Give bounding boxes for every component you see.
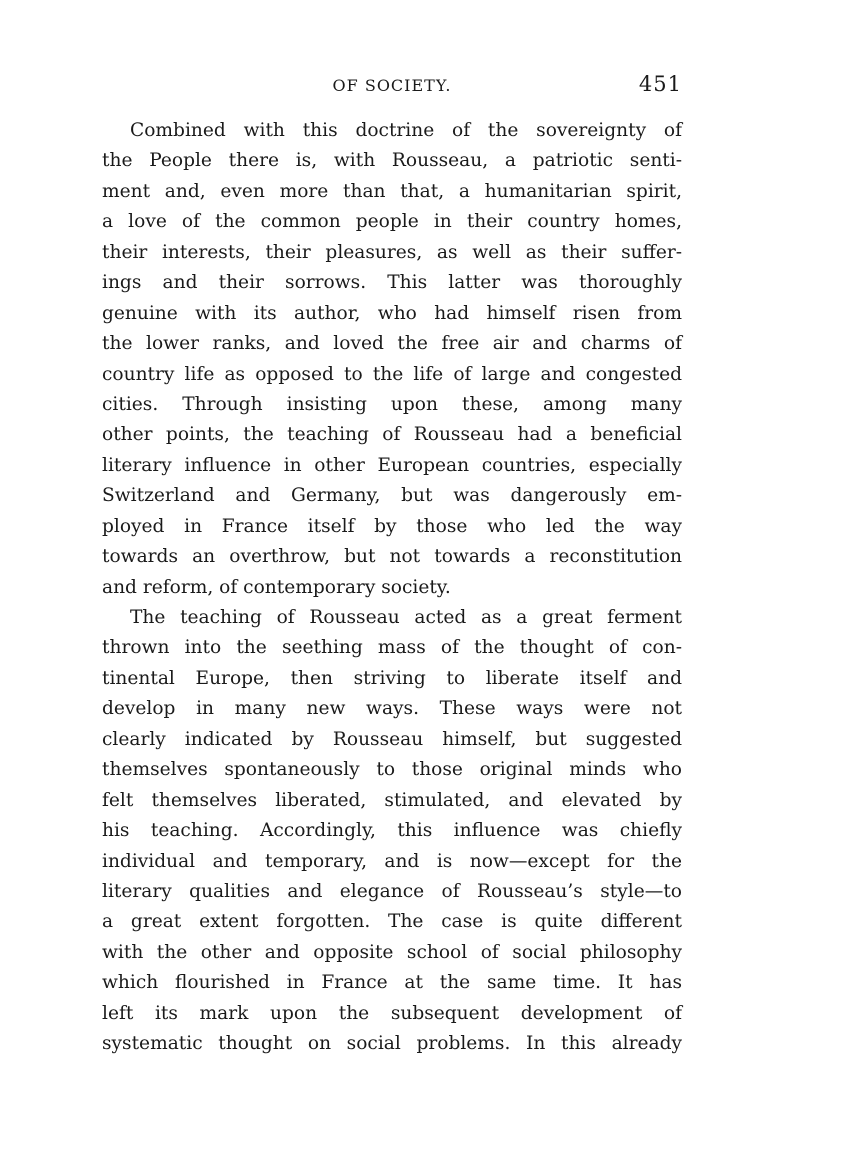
paragraph-first-line: Combined with this doctrine of the sovereignty of — [130, 120, 682, 141]
text-line: other points, the teaching of Rousseau had a beneficial — [102, 424, 682, 446]
text-line: thrown into the seething mass of the thought of con- — [102, 637, 682, 659]
text-line: left its mark upon the subsequent development of — [102, 1002, 682, 1024]
text-line: tinental Europe, then striving to liberate itself and — [102, 667, 682, 689]
page-number: 451 — [638, 72, 682, 96]
text-line: individual and temporary, and is now—except for the — [102, 850, 682, 872]
text-line: a love of the common people in their country homes, — [102, 211, 682, 233]
running-title: OF SOCIETY. — [332, 76, 452, 95]
text-line: literary influence in other European countries, especially — [102, 454, 682, 476]
body-text — [102, 116, 682, 1060]
text-line: and reform, of contemporary society. — [102, 576, 451, 598]
text-line: his teaching. Accordingly, this influence was chiefly — [102, 820, 682, 842]
text-line: their interests, their pleasures, as well as their suffer- — [102, 241, 682, 263]
text-line: genuine with its author, who had himself risen from — [102, 302, 682, 324]
text-line: cities. Through insisting upon these, among many — [102, 393, 682, 415]
paragraph-first-line: The teaching of Rousseau acted as a great ferment — [130, 607, 682, 628]
text-line: clearly indicated by Rousseau himself, but suggested — [102, 728, 682, 750]
text-line: develop in many new ways. These ways were not — [102, 698, 682, 720]
text-line: the lower ranks, and loved the free air and charms of — [102, 333, 682, 355]
running-head — [102, 72, 682, 102]
text-line: towards an overthrow, but not towards a reconstitution — [102, 546, 682, 568]
text-line: literary qualities and elegance of Rousseau’s style—to — [102, 880, 682, 902]
text-line: themselves spontaneously to those original minds who — [102, 759, 682, 781]
text-line: country life as opposed to the life of large and congested — [102, 363, 682, 385]
text-line: the People there is, with Rousseau, a patriotic senti- — [102, 150, 682, 172]
text-line: ings and their sorrows. This latter was thoroughly — [102, 272, 682, 294]
text-line: Switzerland and Germany, but was dangerously em- — [102, 485, 682, 507]
text-line: which flourished in France at the same time. It has — [102, 972, 682, 994]
text-line: a great extent forgotten. The case is quite different — [102, 911, 682, 933]
text-line: with the other and opposite school of social philosophy — [102, 941, 682, 963]
text-line: ployed in France itself by those who led the way — [102, 515, 682, 537]
text-line: systematic thought on social problems. In this already — [102, 1033, 682, 1055]
text-line: ment and, even more than that, a humanitarian spirit, — [102, 180, 682, 202]
text-line: felt themselves liberated, stimulated, and elevated by — [102, 789, 682, 811]
